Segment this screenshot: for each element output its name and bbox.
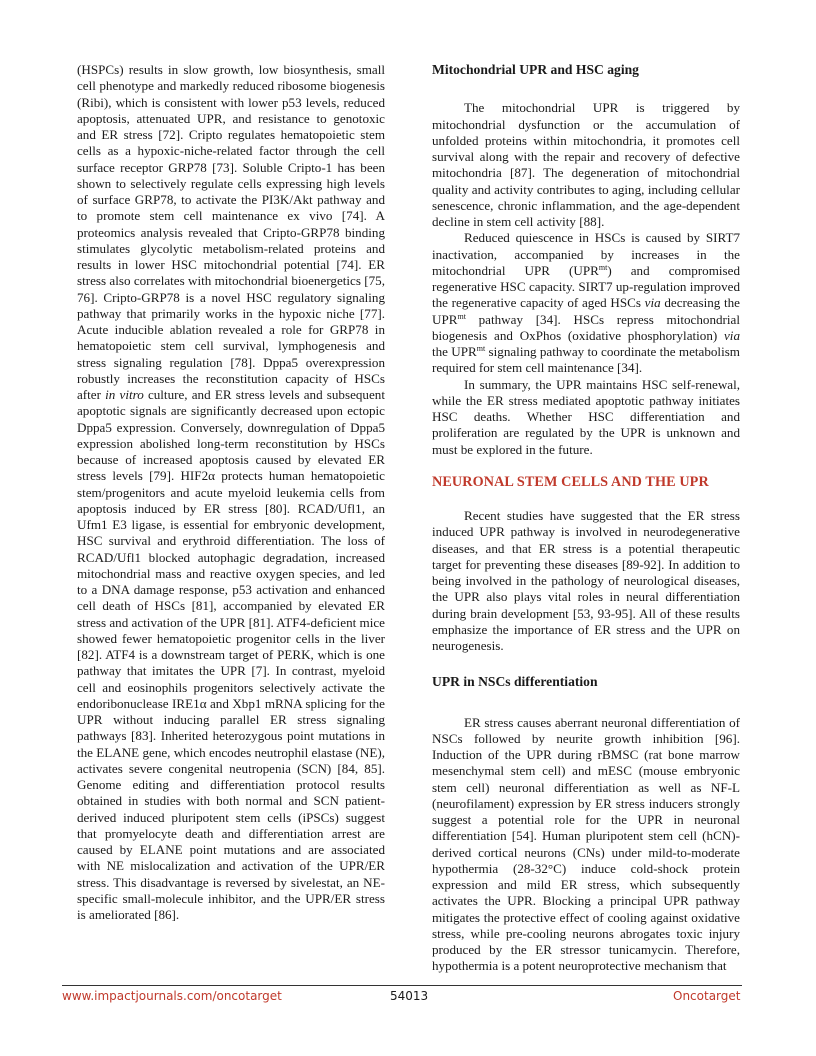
spacer [432,691,740,715]
footer-divider [62,985,742,986]
italic-term: in vitro [105,387,144,402]
body-paragraph [432,230,740,376]
body-paragraph: ER stress causes aberrant neuronal differentiation of NSCs followed by neurite growth inhibition [96]. Induction of the UPR during rBMSC (rat bone marrow mesenchymal stem cell) and mESC (mouse embryonic stem cell) neuronal differentiation as well as NF-L (neurofilament) expression by ER stress inducers strongly suggest a potential role for the UPR in neuronal differentiation [54]. Human pluripotent stem cell (hCN)-derived cortical neurons (CNs) under mild-to-moderate hypothermia (28-32°C) induce cold-shock protein expression and mild ER stress, which subsequently activates the UPR. Blocking a principal UPR pathway mitigates the protective effect of cooling against oxidative stress, while pre-cooling neurons abrogates toxic injury produced by the ER stressor tunicamycin. Therefore, hypothermia is a potent neuroprotective mechanism that [432,714,740,974]
italic-term: via [644,295,661,311]
text-span: (HSPCs) results in slow growth, low biosynthesis, small cell phenotype and markedly reduced ribosome biogenesis (Ribi), which is consistent with lower p53 levels, reduced apoptosis, attenuated UPR, and resistance to genotoxic and ER stress [72]. Cripto regulates hematopoietic stem cells as a hypoxic-niche-related factor through the cell surface receptor GRP78 [73]. Soluble Cripto-1 has been shown to selectively regulate cells expressing high levels of surface GRP78, to activate the PI3K/Akt pathway and to promote stem cell maintenance ex vivo [74]. A proteomics analysis revealed that Cripto-GRP78 binding stimulates glycolytic metabolism-related proteins and results in lower HSC mitochondrial potential [74]. ER stress also correlates with mitochondrial bioenergetics [75, 76]. Cripto-GRP78 is a novel HSC regulatory signaling pathway that primarily works in the hypoxic niche [77]. Acute inducible ablation revealed a role for GRP78 in hematopoietic stem cell survival, lymphogenesis and stress signaling regulation [78]. Dppa5 overexpression robustly increases the reconstitution capacity of HSCs after [77,62,385,402]
subsection-heading-mitochondrial-upr: Mitochondrial UPR and HSC aging [432,62,639,77]
text-span: culture, and ER stress levels and subsequent apoptotic signals are significantly decreased upon ectopic Dppa5 expression. Conversely, downregulation of Dppa5 expression abolished long-term reconstitution by HSCs because of increased apoptosis caused by elevated ER stress levels [79]. HIF2α protects human hematopoietic stem/progenitors and acute myeloid leukemia cells from apoptosis induced by ER stress [80]. RCAD/Ufl1, an Ufm1 E3 ligase, is essential for embryonic development, HSC survival and erythroid differentiation. The loss of RCAD/Ufl1 blocked autophagic degradation, increased mitochondrial mass and reactive oxygen species, and led to a DNA damage response, p53 activation and enhanced cell death of HSCs [81], accompanied by elevated ER stress and activation of the UPR [81]. ATF4-deficient mice showed fewer hematopoietic progenitor cells in the liver [82]. ATF4 is a downstream target of PERK, which is one pathway that imitates the UPR [7]. In contrast, myeloid cell and eosinophils progenitors selectively activate the endoribonuclease IRE1α and Xbp1 mRNA splicing for the UPR without inducing parallel ER stress signaling pathways [83]. Inherited heterozygous point mutations in the ELANE gene, which encodes neutrophil elastase (NE), activates severe congenital neutropenia (SCN) [84, 85]. Genome editing and differentiation protocol results obtained in studies with both normal and SCN patient-derived induced pluripotent stem cells (iPSCs) suggest that promyelocyte death and differentiation arrest are caused by ELANE point mutations and are associated with NE mislocalization and activation of the UPR/ER stress. This disadvantage is reversed by sivelestat, an NE-specific small-molecule inhibitor, and the UPR/ER stress is ameliorated [86]. [77,387,385,922]
superscript: mt [457,311,466,321]
superscript: mt [598,262,608,272]
body-paragraph: Recent studies have suggested that the ER stress induced UPR pathway is involved in neurodegenerative diseases, and that ER stress is a potential therapeutic target for preventing these diseases [89-92]. In addition to being involved in the pathology of neurological diseases, the UPR also plays vital roles in neural differentiation during brain development [53, 93-95]. All of these results emphasize the importance of ER stress and the UPR on neurogenesis. [432,508,740,653]
spacer [432,654,740,674]
footer-journal-url[interactable]: www.impactjournals.com/oncotarget [62,989,282,1003]
text-span: decreasing the UPR [432,295,740,327]
body-paragraph: The mitochondrial UPR is triggered by mitochondrial dysfunction or the accumulation of unfolded proteins within mitochondria, it promotes cell survival along with the repair and recovery of defective mitochondria [87]. The degeneration of mitochondrial quality and activity contributes to aging, including cellular senescence, chronic inflammation, and the age-dependent decline in stem cell activity [88]. [432,100,740,229]
footer-page-number: 54013 [390,989,429,1003]
spacer [432,458,740,474]
superscript: mt [476,344,486,353]
right-column [432,62,740,975]
footer-journal-name: Oncotarget [673,989,741,1003]
body-paragraph [77,62,385,923]
italic-term: via [724,327,740,343]
text-span: pathway [34]. HSCs repress mitochondrial biogenesis and OxPhos (oxidative phosphorylation) [432,311,740,343]
text-span: ) and compromised regenerative HSC capacity. SIRT7 up-regulation improved the regenerative capacity of aged HSCs [432,262,740,311]
spacer [432,78,740,100]
body-paragraph: In summary, the UPR maintains HSC self-renewal, while the ER stress mediated apoptotic pathway initiates HSC deaths. Whether HSC differentiation and proliferation are regulated by the UPR is unknown and must be explored in the future. [432,376,740,457]
left-column [77,62,385,923]
subsection-heading-upr-nscs: UPR in NSCs differentiation [432,674,598,690]
section-heading-neuronal-stem-cells: NEURONAL STEM CELLS AND THE UPR [432,473,709,490]
text-span: signaling pathway to coordinate the metabolism required for stem cell maintenance [34]. [432,344,740,376]
text-span: Reduced quiescence in HSCs is caused by SIRT7 inactivation, accompanied by increases in the mitochondrial UPR (UPR [432,230,740,278]
text-span: the UPR [432,344,477,359]
spacer [432,490,740,508]
